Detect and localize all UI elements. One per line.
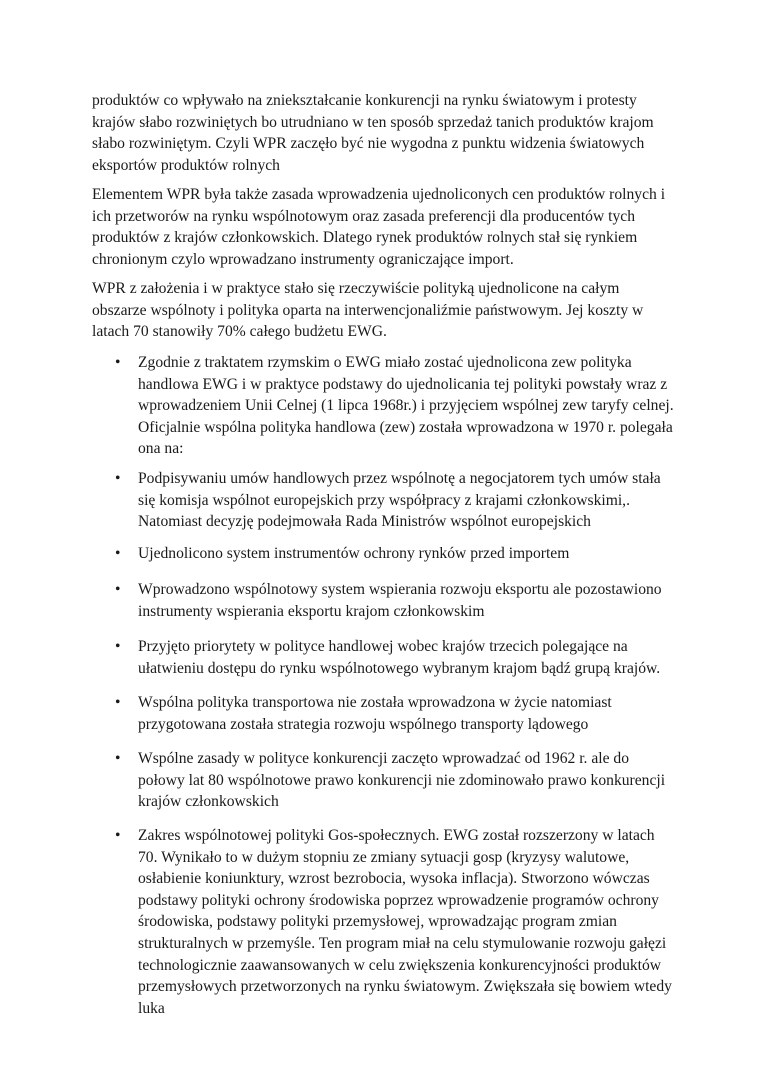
bullet-icon: • [115,581,121,598]
list-item-text: Wspólne zasady w polityce konkurencji zaczęto wprowadzać od 1962 r. ale do połowy lat 80 wspólnotowe prawo konkurencji nie zdominowało prawo konkurencji krajów członkowskich [138,750,666,811]
list-item-text: Wspólna polityka transportowa nie została wprowadzona w życie natomiast przygotowana została strategia rozwoju wspólnego transporty lądowego [138,694,612,733]
list-item-text: Zakres wspólnotowej polityki Gos-społecznych. EWG został rozszerzony w latach 70. Wynikało to w dużym stopniu ze zmiany sytuacji gosp (kryzysy walutowe, osłabienie koniunktury, wzrost bezrobocia, wysoka inflacja). Stworzono wówczas podstawy polityki ochrony środowiska poprzez wprowadzenie programów ochrony środowiska, podstawy polityki przemysłowej, wprowadzając program zmian strukturalnych w przemyśle. Ten program miał na celu stymulowanie rozwoju gałęzi technologicznie zaawansowanych w celu zwiększenia konkurencyjności produktów przemysłowych przetworzonych na rynku światowym. Zwiększała się bowiem wtedy luka [138,827,672,1017]
list-item-text: Ujednolicono system instrumentów ochrony rynków przed importem [138,545,570,562]
bullet-icon: • [115,827,121,844]
bullet-icon: • [115,750,121,767]
bullet-icon: • [115,638,121,655]
bullet-icon: • [115,545,121,562]
paragraph-intro: produktów co wpływało na zniekształcanie konkurencji na rynku światowym i protesty krajów słabo rozwiniętych bo utrudniano w ten sposób sprzedaż tanich produktów krajom słabo rozwiniętym. Czyli WPR zaczęło być nie wygodna z punktu widzenia światowych eksportów produktów rolnych [92,92,654,174]
bullet-icon: • [115,470,121,487]
bullet-icon: • [115,694,121,711]
paragraph-wpr-costs: WPR z założenia i w praktyce stało się rzeczywiście polityką ujednolicone na całym obszarze wspólnoty i polityka oparta na interwencjonaliźmie państwowym. Jej koszty w latach 70 stanowiły 70% całego budżetu EWG. [92,280,644,341]
paragraph-price-policy: Elementem WPR była także zasada wprowadzenia ujednoliconych cen produktów rolnych i ich przetworów na rynku wspólnotowym oraz zasada preferencji dla producentów tych produktów z krajów członkowskich. Dlatego rynek produktów rolnych stał się rynkiem chronionym czylo wprowadzano instrumenty ograniczające import. [92,186,666,268]
list-item-text: Podpisywaniu umów handlowych przez wspólnotę a negocjatorem tych umów stała się komisja wspólnot europejskich przy współpracy z krajami członkowskimi,. Natomiast decyzję podejmowała Rada Ministrów wspólnot europejskich [138,470,661,531]
list-item-text: Przyjęto priorytety w polityce handlowej wobec krajów trzecich polegające na ułatwieniu dostępu do rynku wspólnotowego wybranym krajom bądź grupą krajów. [138,638,661,677]
list-item-text: Zgodnie z traktatem rzymskim o EWG miało zostać ujednolicona zew polityka handlowa EWG i w praktyce podstawy do ujednolicania tej polityki powstały wraz z wprowadzeniem Unii Celnej (1 lipca 1968r.) i przyjęciem wspólnej zew taryfy celnej. Oficjalnie wspólna polityka handlowa (zew) została wprowadzona w 1970 r. polegała ona na: [138,354,674,458]
bullet-icon: • [115,354,121,371]
list-item-text: Wprowadzono wspólnotowy system wspierania rozwoju eksportu ale pozostawiono instrumenty wspierania eksportu krajom członkowskim [138,581,662,620]
